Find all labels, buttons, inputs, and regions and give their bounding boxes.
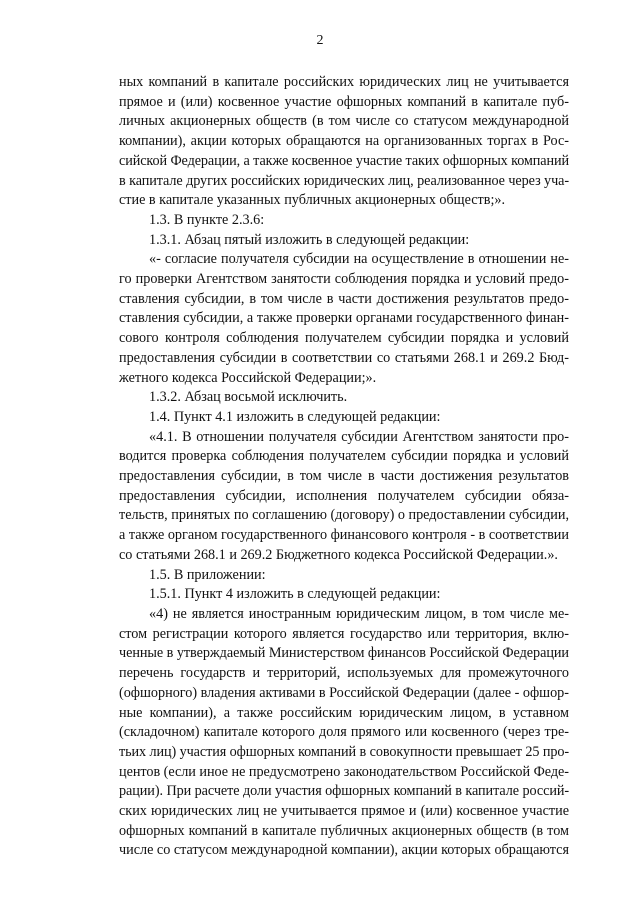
text-line: перечень государств и территорий, используемых для промежуточного <box>119 665 569 682</box>
text-line: стом регистрации которого является государство или территория, вклю- <box>119 625 569 642</box>
text-line: (складочном) капитале которого доля прямого или косвенного (через тре- <box>119 724 569 741</box>
text-line: числе со статусом международной компании), акции которых обращаются <box>119 842 569 859</box>
text-line: «4.1. В отношении получателя субсидии Агентством занятости про- <box>149 428 569 445</box>
text-line: а также органом государственного финансового контроля - в соответствии <box>119 527 569 544</box>
text-line: 1.5.1. Пункт 4 изложить в следующей редакции: <box>149 586 441 603</box>
text-line: (офшорного) владения активами в Российской Федерации (далее - офшор- <box>119 684 569 701</box>
text-line: 1.3.2. Абзац восьмой исключить. <box>149 389 348 406</box>
text-line: со статьями 268.1 и 269.2 Бюджетного кодекса Российской Федерации.». <box>119 546 558 563</box>
text-line: 1.3. В пункте 2.3.6: <box>149 211 265 228</box>
text-line: «4) не является иностранным юридическим лицом, в том числе ме- <box>149 605 569 622</box>
text-line: офшорных компаний в капитале публичных акционерных обществ (в том <box>119 822 569 839</box>
text-line: личных акционерных обществ (в том числе со статусом международной <box>119 113 569 130</box>
text-line: го проверки Агентством занятости соблюдения порядка и условий предо- <box>119 271 569 288</box>
text-line: ставления субсидии, в том числе в части достижения результатов предо- <box>119 290 569 307</box>
text-line: ских юридических лиц не учитывается прямое и (или) косвенное участие <box>119 803 569 820</box>
document-body <box>119 73 569 861</box>
text-line: сийской Федерации, а также косвенное участие таких офшорных компаний <box>119 152 570 169</box>
text-line: ных компаний в капитале российских юридических лиц не учитывается <box>119 74 569 90</box>
text-line: ставления субсидии, а также проверки органами государственного финан- <box>119 310 569 327</box>
text-line: 1.5. В приложении: <box>149 566 266 583</box>
text-line: центов (если иное не предусмотрено законодательством Российской Феде- <box>119 763 569 780</box>
text-line: рации). При расчете доли участия офшорных компаний в капитале россий- <box>119 783 570 800</box>
page-number: 2 <box>316 33 324 48</box>
text-line: жетного кодекса Российской Федерации;». <box>119 369 377 386</box>
text-line: компании), акции которых обращаются на организованных торгах в Рос- <box>119 133 569 150</box>
text-line: в капитале других российских юридических лиц, реализованное через уча- <box>119 172 570 189</box>
text-line: предоставления субсидии, в том числе в части достижения результатов <box>119 468 569 485</box>
text-line: стие в капитале указанных публичных акционерных обществ;». <box>119 192 506 209</box>
text-line: предоставления субсидии в соответствии со статьями 268.1 и 269.2 Бюд- <box>119 349 569 366</box>
text-line: предоставления субсидии, исполнения получателем субсидии обяза- <box>119 487 569 504</box>
text-line: водится проверка соблюдения получателем субсидии порядка и условий <box>119 448 569 465</box>
text-line: тельств, принятых по соглашению (договору) о предоставлении субсидии, <box>119 507 569 524</box>
text-line: 1.3.1. Абзац пятый изложить в следующей редакции: <box>149 231 470 248</box>
text-line: ные компании), а также российским юридическим лицом, в уставном <box>119 704 569 721</box>
text-line: ченные в утверждаемый Министерством финансов Российской Федерации <box>119 645 569 662</box>
text-line: «- согласие получателя субсидии на осуществление в отношении не- <box>149 251 569 268</box>
text-line: тьих лиц) участия офшорных компаний в совокупности превышает 25 про- <box>119 743 570 760</box>
text-line: 1.4. Пункт 4.1 изложить в следующей редакции: <box>149 408 441 425</box>
text-line: прямое и (или) косвенное участие офшорных компаний в капитале пуб- <box>119 93 569 110</box>
text-line: сового контроля соблюдения получателем субсидии порядка и условий <box>119 330 569 347</box>
